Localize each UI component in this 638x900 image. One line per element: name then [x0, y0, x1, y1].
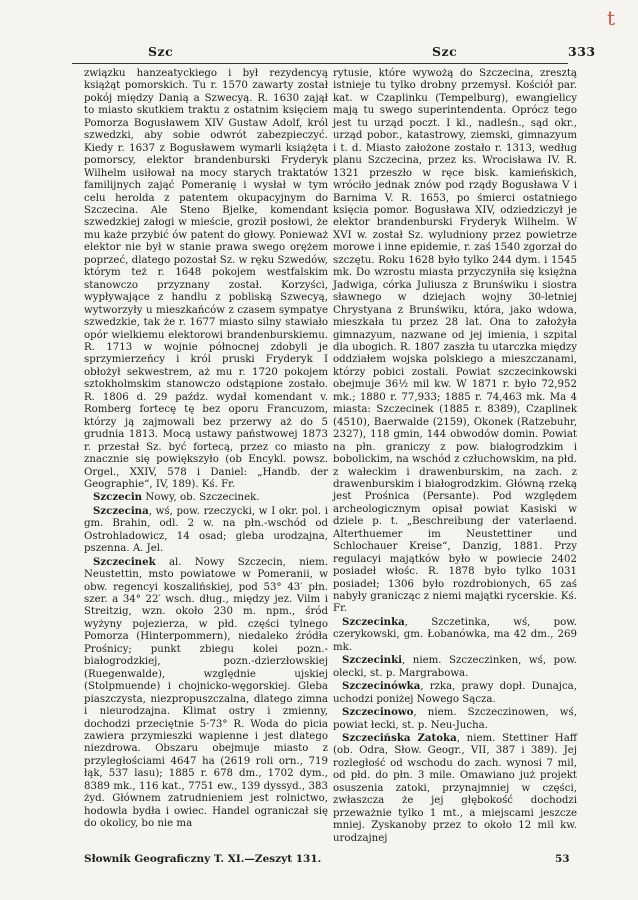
header-right-title: Szc: [432, 44, 458, 59]
header-left-title: Szc: [148, 44, 174, 59]
paragraph: Szczecinka, Szczetinka, wś, pow. czerykowski, gm. Łobanówka, ma 42 dm., 269 mk.: [333, 615, 577, 653]
paragraph: Szczecina, wś, pow. rzeczycki, w I okr. pol. i gm. Brahin, odl. 2 w. na płn.-wschód od Ostrohladowicz, 14 osad; gleba urodzajna, pszenna. A. Jel.: [84, 504, 328, 555]
paragraph: Szczecinki, niem. Szczeczinken, wś, pow. olecki, st. p. Margrabowa.: [333, 654, 577, 679]
right-column: [333, 68, 577, 845]
footer-title: Słownik Geograficzny T. XI.—Zeszyt 131.: [84, 853, 322, 865]
left-column: [84, 68, 328, 831]
paragraph: rytusie, które wywożą do Szczecina, zresztą istnieje tu tylko drobny przemysł. Kościół par. kat. w Czaplinku (Tempelburg), ewangielicy mają tu swego superintendenta. Oprócz tego jest tu urząd poczt. I kl., nadleśn., sąd okr., urząd pobor., katastrowy, ziemski, gimnazyum i t. d. Miasto założone zostało r. 1313, według planu Szczecina, przez ks. Wrocisława IV. R. 1321 przeszło w ręce bisk. kamieńskich, wróciło jednak znów pod rządy Bogusława V i Barnima V. R. 1653, po śmierci ostatniego księcia pomor. Bogusława XIV, odziedziczył je elektor brandenburski Fryderyk Wilhelm. W XVI w. został Sz. wyludniony przez powietrze morowe i inne epidemie, r. zaś 1540 zgorzał do szczętu. Roku 1628 było tylko 244 dym. i 1545 mk. Do wzrostu miasta przyczyniła się księżna Jadwiga, córka Juliusza z Brunświku i siostra sławnego w dziejach wojny 30-letniej Chrystyana z Brunświku, która, jako wdowa, mieszkała tu przez 28 lat. Ona to założyła gimnazyum, nazwane od jej imienia, i szpital dla ubogich. R. 1807 zaszła tu utarczka między oddziałem wojska polskiego a mieszczanami, którzy pobici zostali. Powiat szczecinkowski obejmuje 36½ mil kw. W 1871 r. było 72,952 mk.; 1880 r. 77,933; 1885 r. 74,463 mk. Ma 4 miasta: Szczecinek (1885 r. 8389), Czaplinek (4510), Baerwalde (2159), Okonek (Ratzebuhr, 2327), 118 gmin, 144 obwodów domin. Powiat na płn. graniczy z pow. białogrodzkim i bobolickim, na wschód z człuchowskim, na płd. z wałeckim i drawenburskim, na zach. z drawenburskim i białogrodzkim. Główną rzeką jest Prośnica (Persante). Pod względem archeologicznym opisał powiat Kasiski w dziele p. t. „Beschreibung der vaterlaend. Alterthuemer im Neustettiner und Schlochauer Kreise“, Danzig, 1881. Przy regulacyi majątków było w powiecie 2402 posiadeł włośc. R. 1878 było tylko 1031 posiadeł; 1306 było rozdrobionych, 65 zaś nabyły granicząc z niemi majątki rycerskie. Kś. Fr.: [333, 68, 577, 615]
logo-icon: t: [607, 6, 616, 30]
paragraph: Szczecinówka, rzka, prawy dopł. Dunajca, uchodzi poniżej Nowego Sącza.: [333, 680, 577, 705]
paragraph: Szczecińska Zatoka, niem. Stettiner Haff (ob. Odra, Słow. Geogr., VII, 387 i 389). Jej rozległość od wschodu do zach. wynosi 7 mil, od płd. do płn. 3 mile. Omawiano już projekt osuszenia zatoki, przynajmniej w części, zwłaszcza że jej głębokość dochodzi przeważnie tylko 1 mt., a miejscami jeszcze mniej. Zyskanoby przez to około 12 mil kw. urodzajnej: [333, 732, 578, 844]
paragraph: Szczecinek al. Nowy Szczecin, niem. Neustettin, msto powiatowe w Pomeranii, w obw. regencyi koszalińskiej, pod 53° 43′ płn. szer. a 34° 22′ wsch. dług., między jez. Vilm i Streitzig, wzn. około 230 m. npm., śród wyżyny pojezierza, w płd. części tylnego Pomorza (Hinterpommern), niedaleko źródła Prośnicy; punkt zbiegu kolei pozn.-białogrodzkiej, pozn.-dzierzłowskiej (Ruegenwalde), względnie ujskiej (Stolpmuende) i chojnicko-węgorskiej. Gleba piaszczysta, niezpropuszczalna, dlatego zimna i nieurodzajna. Klimat ostry i zmienny, dochodzi przeciętnie 5·73° R. Woda do picia zawiera przymieszki wapienne i jest dlatego niezdrowa. Obszaru obejmuje miasto z przyległościami 4647 ha (2619 roli orn., 719 łąk, 537 lasu); 1885 r. 678 dm., 1702 dym., 8389 mk., 116 kat., 7751 ew., 139 dyssyd., 383 żyd. Głównem zatrudnieniem jest rolnictwo, hodowla bydła i owiec. Handel ograniczał się do okolicy, bo nie ma: [84, 555, 328, 830]
paragraph: Szczecin Nowy, ob. Szczecinek.: [93, 491, 260, 504]
paragraph: związku hanzeatyckiego i był rezydencyą książąt pomorskich. Tu r. 1570 zawarty został pokój między Danią a Szwecyą. R. 1630 zajął to miasto skutkiem traktu z ostatnim księciem Pomorza Bogusławem XIV Gustaw Adolf, król szwedzki, aby sobie odwrót zabezpieczyć. Kiedy r. 1637 z Bogusławem wymarli książęta pomorscy, elektor brandenburski Fryderyk Wilhelm usiłował na mocy starych traktatów familijnych zająć Pomeranię i wysłał w tym celu herolda z patentem okupacyjnym do Szczecina. Ale Steno Bjelke, komendant szwedzkiej załogi w mieście, groził posłowi, że mu każe przybić ów patent do głowy. Ponieważ elektor nie był w stanie prawa swego orężem poprzeć, dlatego pozostał Sz. w ręku Szwedów, którym też r. 1648 pokojem westfalskim stanowczo przyznany został. Korzyści, wypływające z handlu z pobliską Szwecyą, wytworzyły u mieszkańców z czasem sympatye szwedzkie, tak że r. 1677 miasto silny stawiało opór wielkiemu elektorowi brandenburskiemu. R. 1713 w wojnie północnej zdobyli je sprzymierzeńcy i król pruski Fryderyk I obłożył sekwestrem, aż mu r. 1720 pokojem sztokholmskim stanowczo odstąpione zostało. R. 1806 d. 29 paźdz. wydał komendant v. Romberg fortecę tę bez oporu Francuzom, którzy ją zajmowali bez przerwy aż do 5 grudnia 1813. Mocą ustawy państwowej 1873 r. przestał Sz. być fortecą, przez co miasto znacznie się powiększyło (ob Encykl. powsz. Orgel., XXIV, 578 i Daniel: „Handb. der Geographie“, IV, 189). Kś. Fr.: [84, 68, 328, 490]
paragraph: Szczecinowo, niem. Szczeczinowen, wś, powiat łecki, st. p. Neu-Jucha.: [333, 706, 577, 731]
footer-sheet-number: 53: [555, 853, 570, 865]
page-number: 333: [568, 44, 596, 59]
header-divider: [72, 63, 568, 64]
